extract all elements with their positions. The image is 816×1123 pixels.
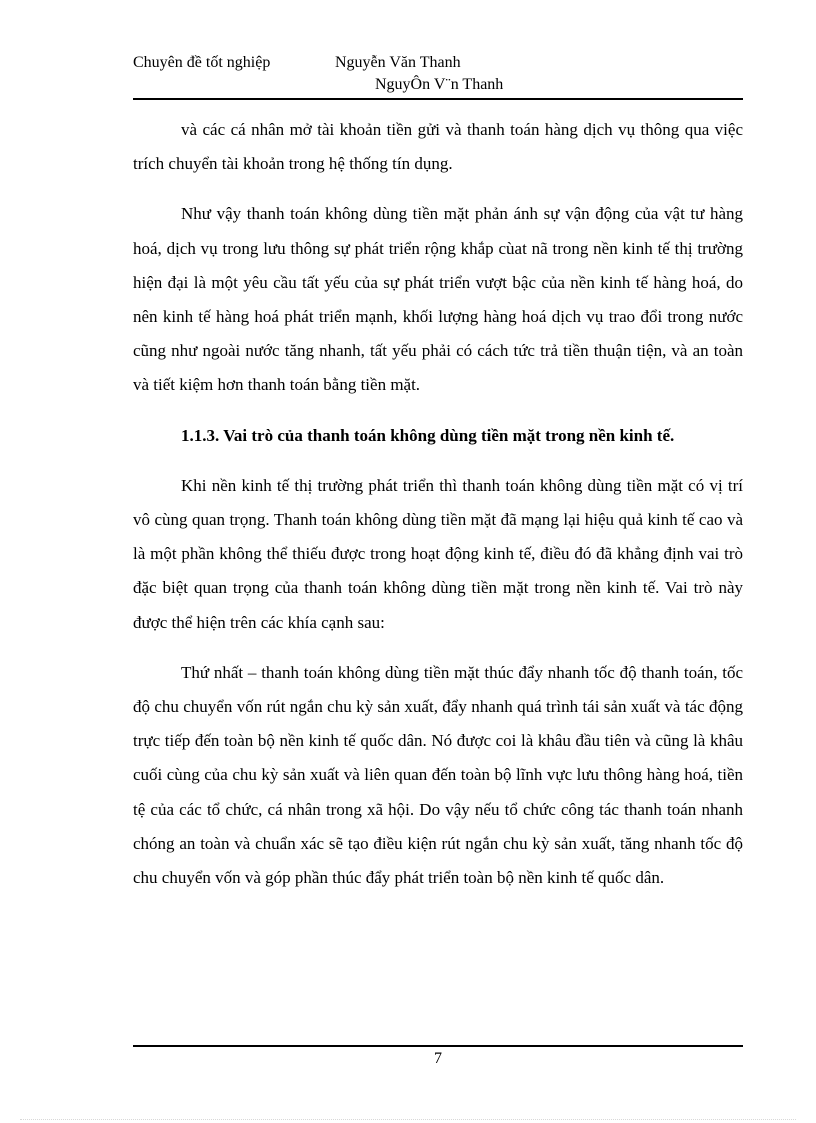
section-heading: 1.1.3. Vai trò của thanh toán không dùng tiền mặt trong nền kinh tế. xyxy=(181,425,675,445)
document-body xyxy=(133,113,743,911)
page-number: 7 xyxy=(434,1050,442,1067)
page-edge-divider xyxy=(20,1119,796,1120)
header-author-name-legacy-encoding: NguyÔn V¨n Thanh xyxy=(375,76,504,93)
header-title: Chuyên đề tốt nghiệp xyxy=(133,54,271,71)
header-author-name: Nguyễn Văn Thanh xyxy=(335,54,461,71)
body-paragraph: Như vậy thanh toán không dùng tiền mặt phản ánh sự vận động của vật tư hàng hoá, dịch vụ trong lưu thông sự phát triển rộng khắp cùat nã trong nền kinh tế thị trường hiện đại là một yêu cầu tất yếu của sự phát triển vượt bậc của nền kinh tế hàng hoá, do nên kinh tế hàng hoá phát triển mạnh, khối lượng hàng hoá dịch vụ trao đổi trong nước cũng như ngoài nước tăng nhanh, tất yếu phải có cách tức trả tiền thuận tiện, và an toàn và tiết kiệm hơn thanh toán bằng tiền mặt. xyxy=(133,204,743,395)
header-divider xyxy=(133,98,743,100)
body-paragraph: và các cá nhân mở tài khoản tiền gửi và thanh toán hàng dịch vụ thông qua việc trích chuyển tài khoản trong hệ thống tín dụng. xyxy=(133,120,743,174)
footer-divider xyxy=(133,1045,743,1047)
body-paragraph: Khi nền kinh tế thị trường phát triển thì thanh toán không dùng tiền mặt có vị trí vô cùng quan trọng. Thanh toán không dùng tiền mặt đã mạng lại hiệu quả kinh tế cao và là một phần không thể thiếu được trong hoạt động kinh tế, điều đó đã khẳng định vai trò đặc biệt quan trọng của thanh toán không dùng tiền mặt trong nền kinh tế. Vai trò này được thể hiện trên các khía cạnh sau: xyxy=(133,475,743,632)
page-header xyxy=(133,52,743,102)
body-paragraph: Thứ nhất – thanh toán không dùng tiền mặt thúc đẩy nhanh tốc độ thanh toán, tốc độ chu chuyển vốn rút ngắn chu kỳ sản xuất, đẩy nhanh quá trình tái sản xuất và tác động trực tiếp đến toàn bộ nền kinh tế quốc dân. Nó được coi là khâu đầu tiên và cũng là khâu cuối cùng của chu kỳ sản xuất và liên quan đến toàn bộ lĩnh vực lưu thông hàng hoá, tiền tệ của các tổ chức, cá nhân trong xã hội. Do vậy nếu tổ chức công tác thanh toán nhanh chóng an toàn và chuẩn xác sẽ tạo điều kiện rút ngắn chu kỳ sản xuất, tăng nhanh tốc độ chu chuyển vốn và góp phần thúc đẩy phát triển toàn bộ nền kinh tế quốc dân. xyxy=(133,662,743,888)
